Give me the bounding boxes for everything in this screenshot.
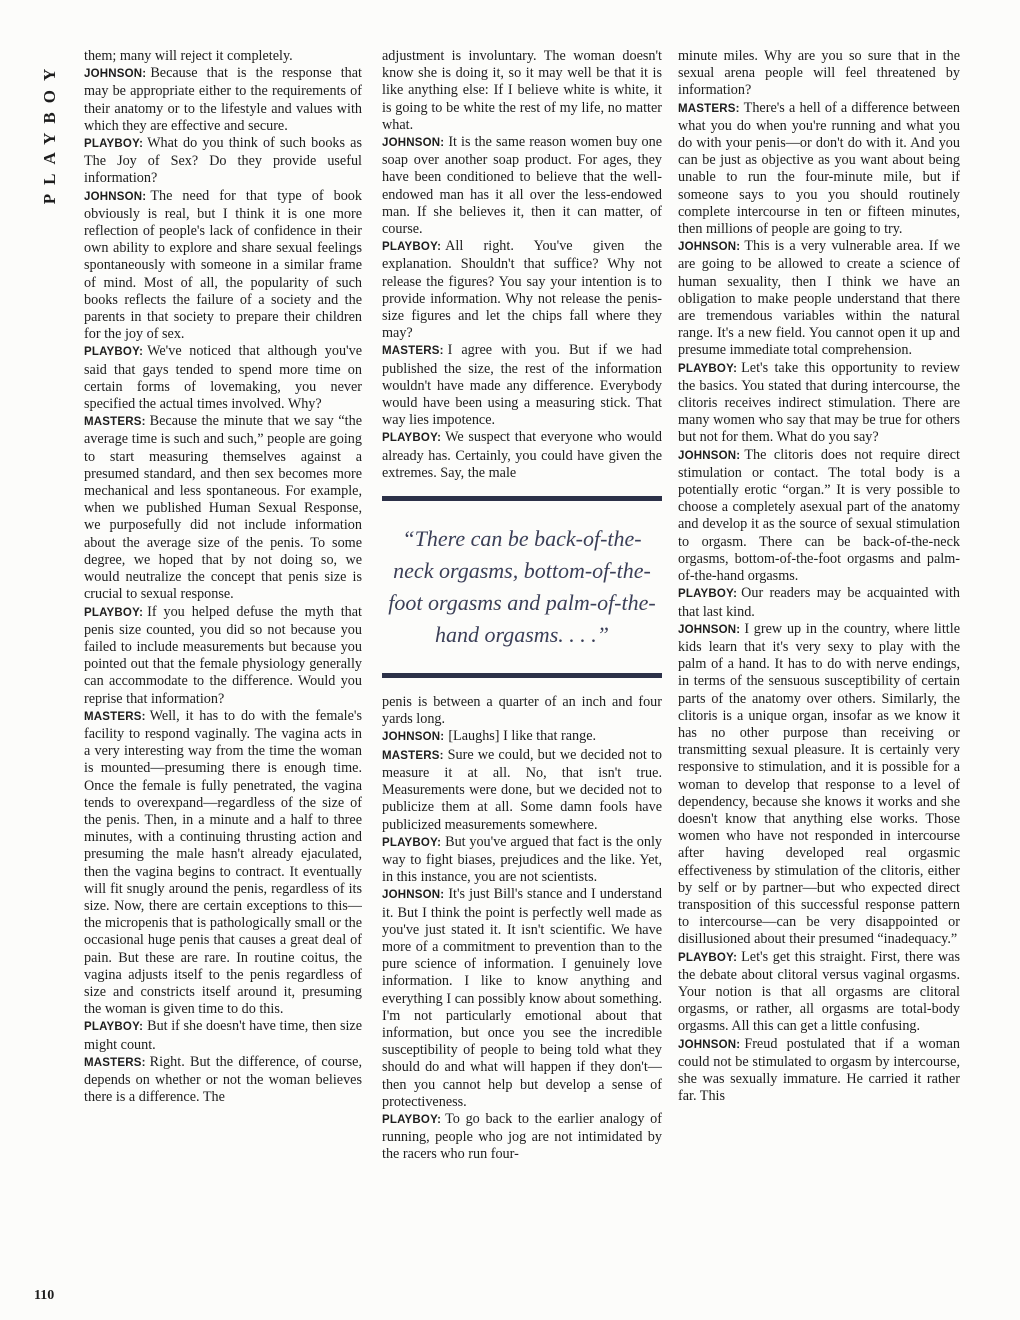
paragraph-text: I agree with you. But if we had published the size, the rest of the information wouldn't have made any difference. Everybody would have been using a measuring stick. That way lies impotence. — [382, 342, 662, 429]
paragraph — [382, 886, 662, 1111]
paragraph-text: Because that is the response that may be appropriate either to the requirements of their anatomy or to the lifestyle and values with which they are effective and secure. — [84, 65, 362, 134]
speaker-label: MASTERS: — [84, 710, 146, 723]
paragraph — [84, 188, 362, 344]
paragraph-text: penis is between a quarter of an inch and four yards long. — [382, 694, 662, 728]
paragraph-text: adjustment is involuntary. The woman doesn't know she is doing it, so it may well be that it is like anything else: If I believe white is white, it is going to be white the rest of my life, no matter what. — [382, 48, 662, 133]
speaker-label: MASTERS: — [84, 416, 146, 429]
paragraph-text: I grew up in the country, where little kids learn that it's very sexy to play with the palm of a hand. It has to do with nerve endings, in terms of the sensuous susceptibility of certain parts of the anatomy over others. Similarly, the clitoris is a unique organ, insofar as we know it has no other purpose than receiving or transmitting sexual pleasure. It is certainly very responsive to stimulation, and it is possible for a woman to develop that response to a level of dependency, because she knows it works and she doesn't know that anything else works. Those women who have not responded in intercourse after having developed real orgasmic effectiveness by stimulation of the clitoris, either by self or by partner—but who expected direct transposition of this successful response pattern to intercourse—can be very disappointed or disillusioned about their presumed “inadequacy.” — [678, 620, 960, 948]
paragraph-text: It's just Bill's stance and I understand it. But I think the point is perfectly well made as you've just stated it. It isn't scientific. We have more of a commitment to prevention than to the pure science of information. I genuinely love information. I like to know anything and everything I can possibly know about something. I'm not particularly emotional about that information, but once you see the incredible susceptibility of people to being told what they should do and what will happen if they don't—then you cannot help but develop a sense of protectiveness. — [382, 886, 662, 1110]
paragraph — [678, 447, 960, 586]
paragraph-text: them; many will reject it completely. — [84, 48, 293, 64]
speaker-label: JOHNSON: — [678, 1038, 741, 1051]
paragraph-text: Let's get this straight. First, there was the debate about clitoral versus vaginal orgasms. Your notion is that all orgasms are clitoral orgasms, or rather, all orgasms are total-body orgasms. All this can get a little confusing. — [678, 948, 960, 1035]
column-1 — [84, 48, 362, 1310]
paragraph — [382, 429, 662, 482]
paragraph — [84, 1018, 362, 1053]
speaker-label: PLAYBOY: — [678, 588, 738, 601]
speaker-label: PLAYBOY: — [678, 362, 738, 375]
speaker-label: PLAYBOY: — [84, 138, 144, 151]
paragraph — [382, 48, 662, 134]
paragraph — [84, 65, 362, 135]
paragraph — [84, 604, 362, 708]
paragraph-text: The clitoris does not require direct stimulation or contact. The total body is a potentially erotic “organ.” It is very possible to choose a completely asexual part of the anatomy and develop it as the source of sexual stimulation to orgasm. There can be back-of-the-neck orgasms, bottom-of-the-foot orgasms and palm-of-the-hand orgasms. — [678, 446, 960, 585]
magazine-logo — [30, 52, 70, 212]
paragraph-text: All right. You've given the explanation. Shouldn't that suffice? Why not release the figures? You say your intention is to provide information. Why not release the penis-size figures and let the chips fall where they may? — [382, 238, 662, 342]
paragraph — [678, 238, 960, 359]
paragraph — [678, 100, 960, 239]
paragraph-text: There's a hell of a difference between what you do when you're running and what you do with your penis—or don't do with it. And you can be just as objective as you want about being unable to run the four-minute mile, but if someone says to you you should routinely complete intercourse in ten or fifteen minutes, then millions of people are going to try. — [678, 99, 960, 238]
paragraph — [382, 728, 662, 746]
column-2-bottom — [382, 694, 662, 1163]
speaker-label: PLAYBOY: — [678, 951, 738, 964]
paragraph-text: This is a very vulnerable area. If we are going to be allowed to create a science of human sexuality, then I think we have an obligation to make people understand that there are tremendous variables within the natural range. It's a new field. You cannot open it up and presume immediate total comprehension. — [678, 238, 960, 359]
paragraph — [84, 708, 362, 1019]
paragraph — [678, 1036, 960, 1106]
paragraph — [678, 360, 960, 447]
paragraph-text: The need for that type of book obviously is real, but I think it is one more reflection of people's lack of confidence in their own ability to explore and share sexual feelings spontaneously with someone in a similar frame of mind. Most of all, the popularity of such books reflects the failure of a society and the parents in that society to prepare their children for the joy of sex. — [84, 187, 362, 343]
paragraph-text: Right. But the difference, of course, depends on whether or not the woman believes there is a difference. The — [84, 1053, 362, 1106]
paragraph-text: But if she doesn't have time, then size might count. — [84, 1018, 362, 1053]
speaker-label: PLAYBOY: — [382, 432, 442, 445]
paragraph-text: Our readers may be acquainted with that last kind. — [678, 585, 960, 620]
paragraph — [84, 343, 362, 413]
column-2 — [382, 48, 662, 1310]
paragraph-text: We suspect that everyone who would already has. Certainly, you could have given the extremes. Say, the male — [382, 429, 662, 481]
paragraph-text: We've noticed that although you've said that gays tended to spend more time on certain forms of lovemaking, you never specified the actual times involved. Why? — [84, 343, 362, 413]
column-3 — [678, 48, 960, 1310]
speaker-label: PLAYBOY: — [84, 1021, 144, 1034]
paragraph — [84, 413, 362, 603]
paragraph-text: Freud postulated that if a woman could not be stimulated to orgasm by intercourse, she was sexually immature. He carried it rather far. This — [678, 1035, 960, 1105]
speaker-label: MASTERS: — [382, 345, 444, 358]
speaker-label: PLAYBOY: — [382, 1113, 442, 1126]
paragraph — [84, 48, 362, 65]
paragraph-text: Let's take this opportunity to review the basics. You stated that during intercourse, the clitoris receives indirect stimulation. There are many women who say that may be true for others but not for them. What do you say? — [678, 359, 960, 446]
paragraph-text: Because the minute that we say “the average time is such and such,” people are going to start measuring themselves against a presumed standard, and then sex becomes more mechanical and less spontaneous. For example, when we published Human Sexual Response, we purposefully did not include information about the average size of the penis. To some degree, we hoped that by not doing so, we would neutralize the concept that penis size is crucial to sexual response. — [84, 413, 362, 603]
column-2-top — [382, 48, 662, 482]
paragraph — [84, 135, 362, 188]
paragraph-text: If you helped defuse the myth that penis size counted, you did so not because you failed to include measurements but because you pointed out that the female physiology generally can accommodate to the difference. Would you reprise that information? — [84, 603, 362, 707]
speaker-label: JOHNSON: — [678, 623, 741, 636]
paragraph — [84, 1054, 362, 1107]
paragraph — [382, 747, 662, 834]
paragraph — [382, 238, 662, 342]
speaker-label: MASTERS: — [678, 102, 740, 115]
speaker-label: PLAYBOY: — [84, 346, 144, 359]
speaker-label: JOHNSON: — [678, 241, 741, 254]
paragraph — [678, 949, 960, 1036]
page-number: 110 — [34, 1288, 55, 1303]
paragraph-text: minute miles. Why are you so sure that in the sexual arena people will feel threatened by information? — [678, 48, 960, 99]
speaker-label: MASTERS: — [382, 749, 444, 762]
paragraph-text: What do you think of such books as The Joy of Sex? Do they provide useful information? — [84, 135, 362, 187]
speaker-label: PLAYBOY: — [84, 606, 144, 619]
paragraph-text: To go back to the earlier analogy of running, people who jog are not intimidated by the racers who run four- — [382, 1110, 662, 1163]
speaker-label: JOHNSON: — [84, 190, 147, 203]
paragraph — [382, 134, 662, 238]
speaker-label: PLAYBOY: — [382, 241, 442, 254]
paragraph — [382, 694, 662, 728]
pull-quote: “There can be back-of-the-neck orgasms, bottom-of-the-foot orgasms and palm-of-the-hand orgasms. . . .” — [382, 496, 662, 678]
paragraph — [382, 342, 662, 429]
speaker-label: PLAYBOY: — [382, 836, 442, 849]
paragraph — [382, 834, 662, 887]
paragraph — [678, 48, 960, 100]
speaker-label: MASTERS: — [84, 1056, 146, 1069]
paragraph — [678, 621, 960, 949]
magazine-logo-text: PLAYBOY — [40, 59, 59, 205]
speaker-label: JOHNSON: — [382, 137, 445, 150]
paragraph — [382, 1111, 662, 1164]
speaker-label: JOHNSON: — [84, 68, 147, 81]
paragraph-text: It is the same reason women buy one soap over another soap product. For ages, they have been conditioned to believe that the well-endowed man has it all over the less-endowed man. If she believes it, then it can matter, of course. — [382, 134, 662, 238]
speaker-label: JOHNSON: — [678, 449, 741, 462]
speaker-label: JOHNSON: — [382, 889, 445, 902]
speaker-label: JOHNSON: — [382, 731, 445, 744]
paragraph-text: Well, it has to do with the female's facility to respond vaginally. The vagina acts in a very interesting way from the time the woman is mounted—presuming there is enough time. Once the female is fully penetrated, the vagina tends to overexpand—regardless of the size of the penis. Then, in a minute and a half to three minutes, with a continuing thrusting action and presuming the male hasn't already ejaculated, then the vagina begins to contract. It eventually will fit snugly around the penis, regardless of its size. Now, there are certain exceptions to this—the micropenis that is pathologically small or the occasional huge penis that causes a great deal of pain. But these are rare. In routine coitus, the vagina adjusts itself to the penis regardless of size and constricts itself around it, presuming the woman is given time to do this. — [84, 707, 362, 1018]
paragraph-text: Sure we could, but we decided not to measure it at all. No, that isn't true. Measurements were done, but we decided not to publicize them at all. Some damn fools have publicized measurements somewhere. — [382, 746, 662, 833]
paragraph — [678, 585, 960, 620]
paragraph-text: But you've argued that fact is the only way to fight biases, prejudices and the like. Yet, in this instance, you are not scientists. — [382, 833, 662, 886]
paragraph-text: [Laughs] I like that range. — [448, 728, 597, 745]
